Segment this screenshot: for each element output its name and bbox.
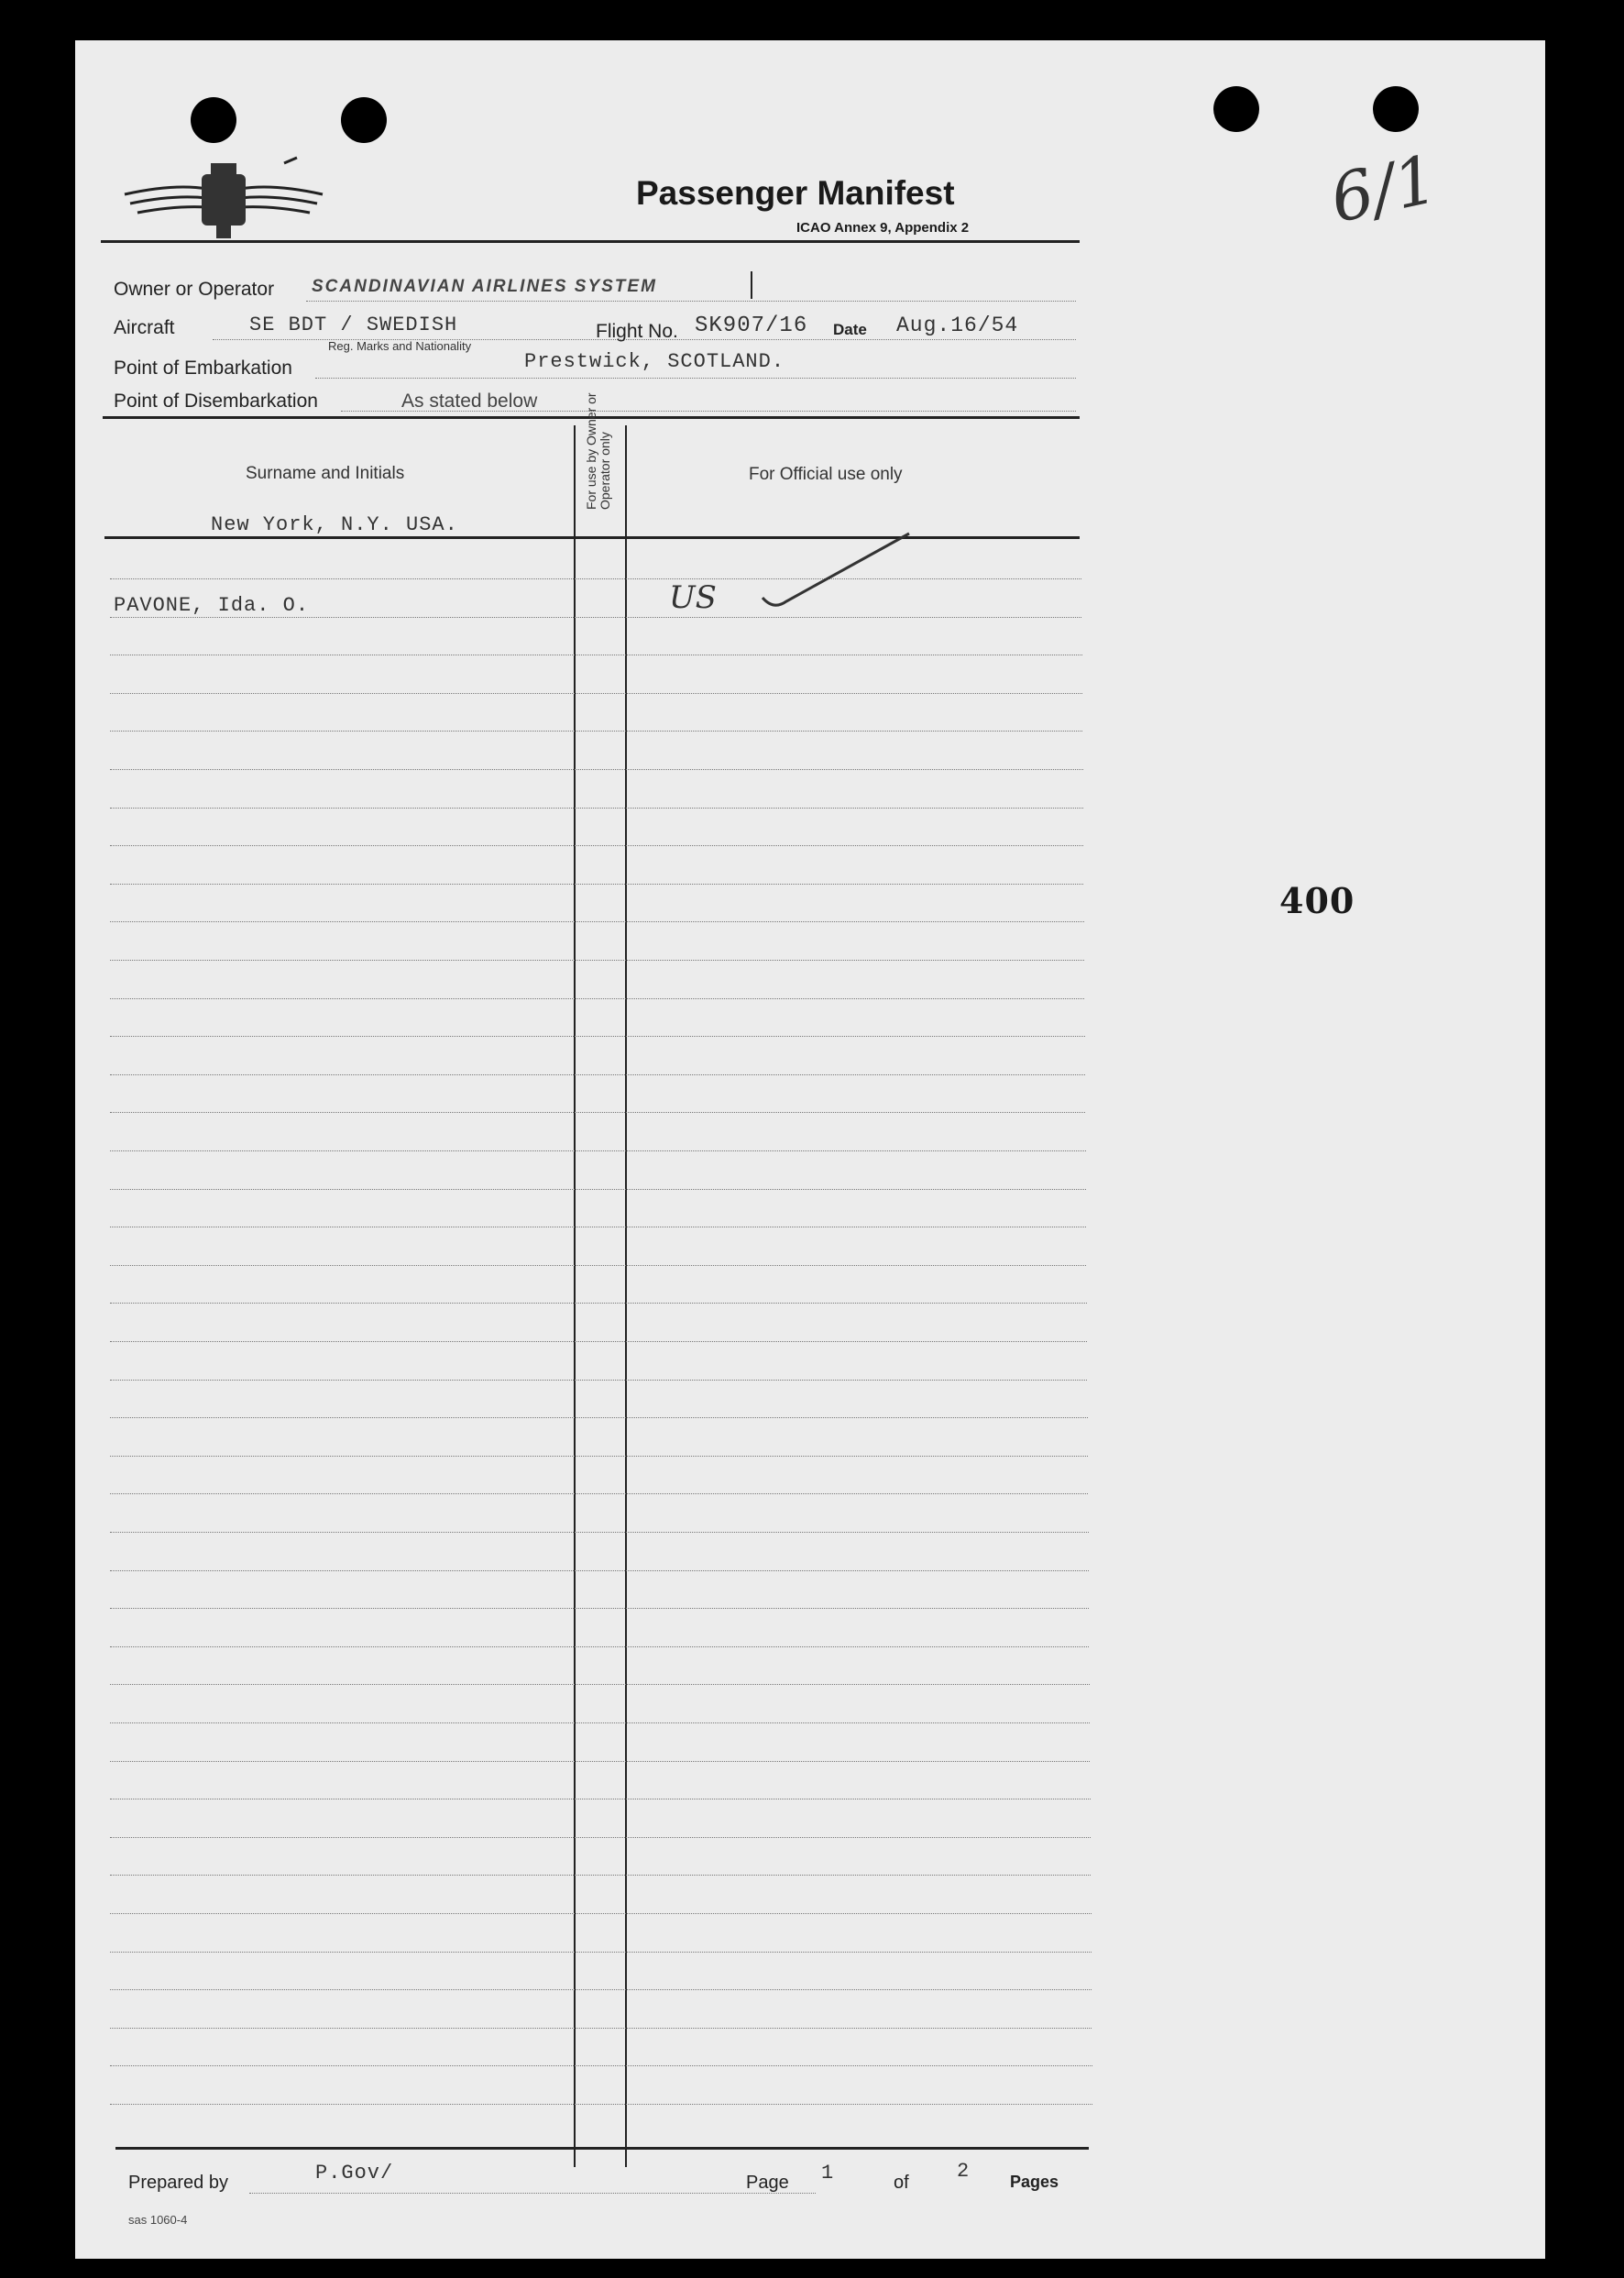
table-row-line (110, 2028, 1092, 2029)
table-row-line (110, 1189, 1086, 1190)
table-row-line (110, 578, 1081, 579)
table-row-line (110, 1532, 1089, 1533)
punch-hole (1373, 86, 1419, 132)
page-label: Page (746, 2173, 789, 2193)
dotted-line (306, 301, 1076, 302)
disembarkation-label: Point of Disembarkation (114, 391, 318, 412)
punch-hole (1213, 86, 1259, 132)
table-row-line (110, 884, 1083, 885)
table-row-line (110, 808, 1083, 809)
flight-value: SK907/16 (695, 314, 808, 338)
date-label: Date (833, 321, 867, 338)
dotted-line (249, 2193, 816, 2194)
date-value: Aug.16/54 (896, 314, 1019, 337)
table-row-line (110, 1112, 1085, 1113)
disembarkation-value: As stated below (401, 391, 538, 412)
dotted-line (213, 339, 1076, 340)
table-row-line (110, 1989, 1092, 1990)
of-label: of (894, 2173, 909, 2193)
table-row-line (110, 921, 1084, 922)
pages-label: Pages (1010, 2173, 1059, 2191)
dotted-line (341, 411, 1076, 412)
table-row-line (110, 1570, 1089, 1571)
header-rule (101, 240, 1080, 243)
destination-heading: New York, N.Y. USA. (211, 513, 458, 536)
table-row-line (110, 1722, 1090, 1723)
table-row-line (110, 1875, 1091, 1876)
table-row-line (110, 1608, 1089, 1609)
official-note: US (669, 579, 717, 616)
table-row-line (110, 1303, 1087, 1304)
column-separator (625, 425, 627, 2167)
aircraft-label: Aircraft (114, 317, 175, 338)
footer-rule (115, 2147, 1089, 2150)
prepared-by-value: P.Gov/ (315, 2162, 394, 2184)
prepared-by-label: Prepared by (128, 2173, 228, 2193)
table-row-line (110, 1493, 1088, 1494)
punch-hole (341, 97, 387, 143)
table-row-line (110, 845, 1083, 846)
flight-label: Flight No. (596, 321, 678, 342)
page-number: 1 (821, 2162, 835, 2184)
table-row-line (110, 769, 1083, 770)
column-header-surname: Surname and Initials (246, 464, 405, 483)
table-row-line (110, 1646, 1089, 1647)
table-row-line (110, 1380, 1087, 1381)
table-row-line (110, 1837, 1091, 1838)
column-header-official: For Official use only (749, 465, 903, 484)
form-code: sas 1060-4 (128, 2213, 188, 2227)
table-row-line (110, 731, 1082, 732)
table-header-rule (104, 536, 1080, 539)
column-separator (574, 425, 576, 2167)
manifest-sheet (75, 40, 1545, 2259)
stamp-number: 400 (1279, 880, 1355, 921)
table-row-line (110, 693, 1082, 694)
table-row-line (110, 2104, 1092, 2105)
passenger-name: PAVONE, Ida. O. (114, 594, 310, 617)
owner-tick (751, 271, 752, 299)
table-row-line (110, 960, 1084, 961)
owner-label: Owner or Operator (114, 279, 275, 300)
table-row-line (110, 1036, 1085, 1037)
table-row-line (110, 998, 1084, 999)
table-row-line (110, 1150, 1086, 1151)
handwritten-margin-mark: 6/1 (1323, 139, 1444, 238)
embarkation-label: Point of Embarkation (114, 358, 292, 379)
page-subtitle: ICAO Annex 9, Appendix 2 (796, 220, 970, 236)
table-row-line (110, 1074, 1085, 1075)
table-row-line (110, 1265, 1086, 1266)
table-row-line (110, 1913, 1092, 1914)
aircraft-caption: Reg. Marks and Nationality (328, 339, 472, 353)
table-row-line (110, 1456, 1088, 1457)
dotted-line (315, 378, 1076, 379)
table-row-line (110, 2065, 1092, 2066)
checkmark-icon (753, 526, 918, 618)
page-title: Passenger Manifest (636, 174, 955, 212)
table-row-line (110, 1952, 1092, 1953)
sas-logo-icon (119, 150, 328, 242)
table-row-line (110, 1417, 1088, 1418)
table-row-line (110, 1684, 1090, 1685)
table-row-line (110, 1761, 1090, 1762)
table-row-line (110, 1341, 1087, 1342)
punch-hole (191, 97, 236, 143)
total-pages: 2 (957, 2160, 971, 2183)
aircraft-value: SE BDT / SWEDISH (249, 314, 458, 336)
owner-value: SCANDINAVIAN AIRLINES SYSTEM (312, 277, 657, 296)
embarkation-value: Prestwick, SCOTLAND. (524, 350, 785, 373)
column-header-owner-use: For use by Owner or Operator only (584, 392, 612, 510)
